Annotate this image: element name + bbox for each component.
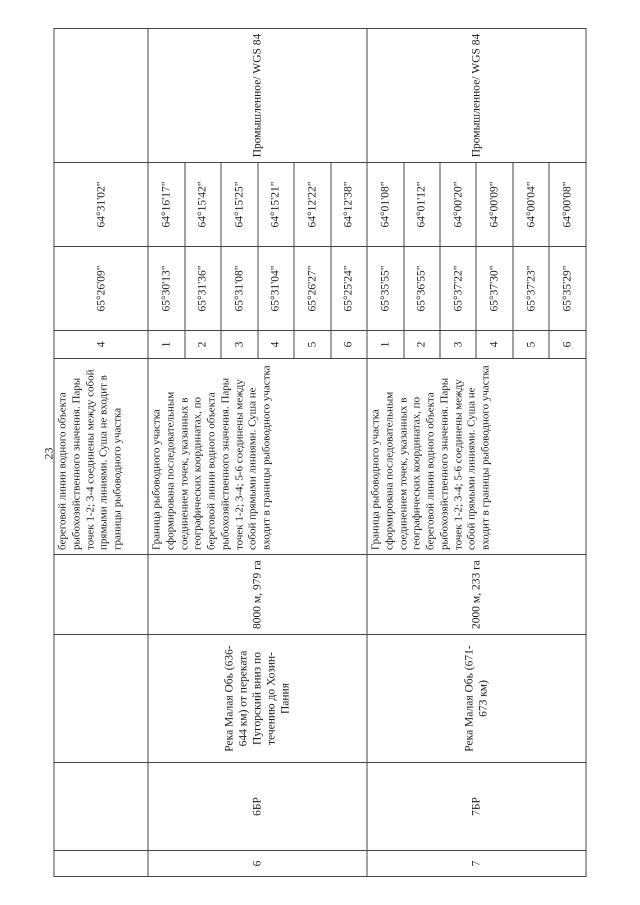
point-lat: 65°37'23": [513, 246, 549, 330]
table-row: [148, 28, 184, 876]
point-lat: 65°26'27": [294, 246, 330, 330]
point-number: 2: [404, 330, 440, 358]
point-lon: 64°00'09": [476, 162, 512, 246]
point-number: 1: [367, 330, 403, 358]
area-description: Граница рыбоводного участка сформирована последовательным соединением точек, указанных в географических координатах, по береговой линии водного объекта рыбохозяйственного значения. Пары точек 1-2; 3-4; 5-6 соединены между собой прямыми линиями. Суша не входит в границы рыбоводного участка: [148, 358, 367, 554]
point-number: 1: [148, 330, 184, 358]
point-lon: 64°00'08": [549, 162, 586, 246]
point-lon: 64°15'42": [185, 162, 221, 246]
cont-point: 4: [54, 330, 148, 358]
cont-lat: 65°26'09": [54, 246, 148, 330]
point-lat: 65°37'22": [440, 246, 476, 330]
point-lon: 64°01'12": [404, 162, 440, 246]
cont-name-cell: [54, 634, 148, 762]
point-lat: 65°31'36": [185, 246, 221, 330]
area-code: 7БР: [367, 762, 586, 850]
point-lat: 65°30'13": [148, 246, 184, 330]
point-lat: 65°36'55": [404, 246, 440, 330]
cont-system-cell: [54, 28, 148, 162]
point-number: 2: [185, 330, 221, 358]
point-number: 6: [331, 330, 367, 358]
row-number: 7: [367, 850, 586, 876]
point-lon: 64°12'22": [294, 162, 330, 246]
cont-description: береговой линии водного объекта рыбохозяйственного значения. Пары точек 1-2; 3-4 соединены между собой прямыми линиями. Суша не входит в границы рыбоводного участка: [54, 358, 148, 554]
cont-code-cell: [54, 762, 148, 850]
point-lon: 64°00'20": [440, 162, 476, 246]
cont-lon: 64°31'02": [54, 162, 148, 246]
cont-num-cell: [54, 850, 148, 876]
point-number: 6: [549, 330, 586, 358]
area-code: 6БР: [148, 762, 367, 850]
fish-area-table: [54, 28, 587, 877]
coord-system: Промышленное/ WGS 84: [367, 28, 586, 162]
table-row: [367, 28, 403, 876]
coord-system: Промышленное/ WGS 84: [148, 28, 367, 162]
area-name: Река Малая Обь (671-673 км): [367, 634, 586, 762]
point-lon: 64°16'17": [148, 162, 184, 246]
cont-size-cell: [54, 554, 148, 634]
point-lat: 65°25'24": [331, 246, 367, 330]
point-number: 3: [440, 330, 476, 358]
point-lat: 65°37'30": [476, 246, 512, 330]
area-description: Граница рыбоводного участка сформирована последовательным соединением точек, указанных в географических координатах, по береговой линии водного объекта рыбохозяйственного значения. Пары точек 1-2; 3-4; 5-6 соединены между собой прямыми линиями. Суша не входит в границы рыбоводного участка: [367, 358, 586, 554]
point-number: 5: [513, 330, 549, 358]
point-lon: 64°12'38": [331, 162, 367, 246]
point-lat: 65°31'04": [258, 246, 294, 330]
point-lon: 64°15'21": [258, 162, 294, 246]
point-lat: 65°35'29": [549, 246, 586, 330]
area-size: 8000 м, 979 га: [148, 554, 367, 634]
point-lon: 64°15'25": [221, 162, 257, 246]
point-number: 4: [258, 330, 294, 358]
point-lon: 64°00'04": [513, 162, 549, 246]
point-lon: 64°01'08": [367, 162, 403, 246]
area-name: Река Малая Обь (636-644 км) от переката Пугорский вниз по течению до Хозин-Пания: [148, 634, 367, 762]
point-lat: 65°35'55": [367, 246, 403, 330]
point-number: 4: [476, 330, 512, 358]
rotated-table-wrap: [54, 29, 587, 877]
point-number: 5: [294, 330, 330, 358]
continuation-row: [54, 28, 148, 876]
row-number: 6: [148, 850, 367, 876]
point-number: 3: [221, 330, 257, 358]
page-number: 23: [41, 447, 56, 459]
point-lat: 65°31'08": [221, 246, 257, 330]
area-size: 2000 м, 233 га: [367, 554, 586, 634]
